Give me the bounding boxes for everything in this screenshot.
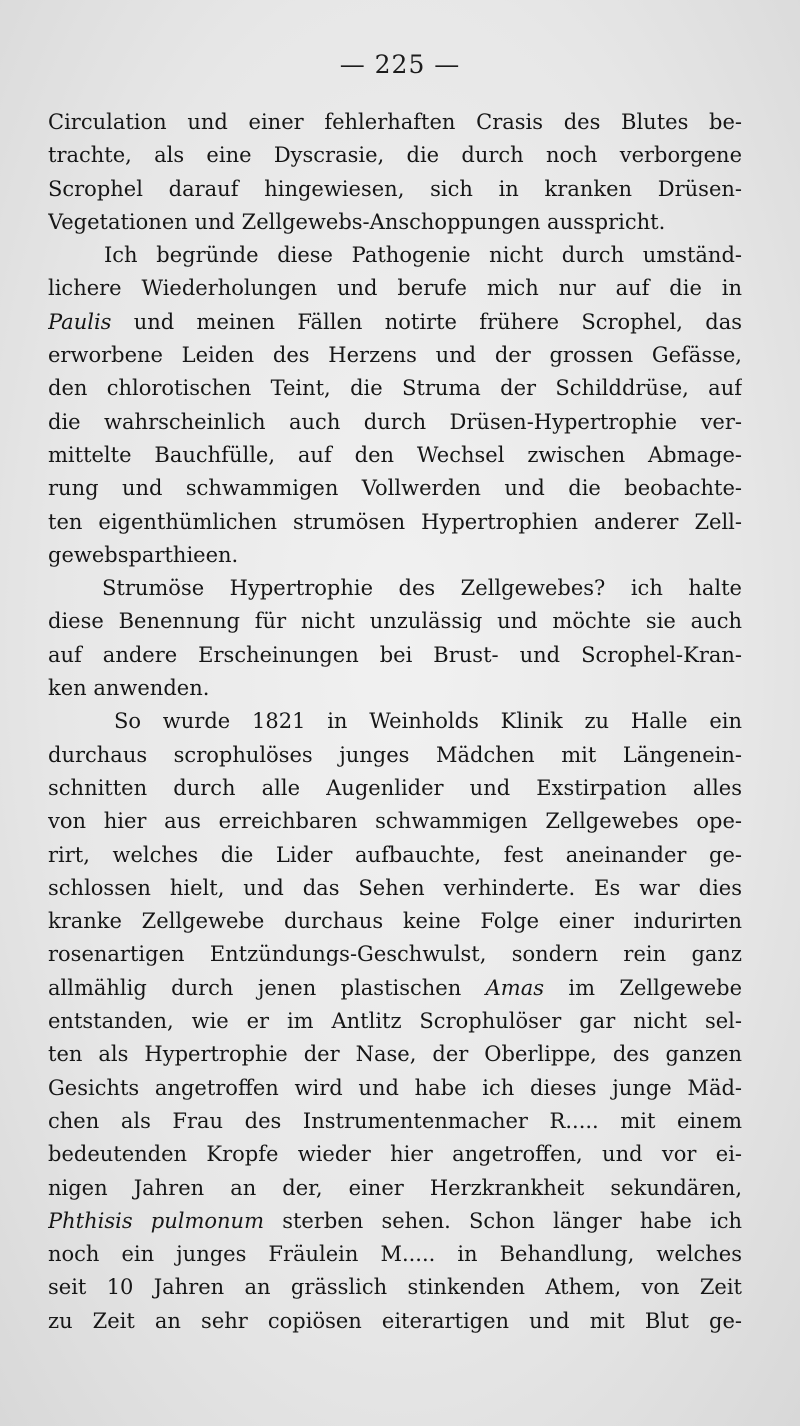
text-segment: diese Benennung für nicht unzulässig und möchte sie auch — [48, 609, 742, 634]
text-segment: zu Zeit an sehr copiösen eiterartigen und mit Blut ge- — [48, 1308, 742, 1333]
text-segment: auf andere Erscheinungen bei Brust- und Scrophel-Kran- — [48, 642, 742, 667]
text-line — [48, 639, 742, 672]
text-segment: den chlorotischen Teint, die Struma der Schilddrüse, auf — [48, 376, 742, 401]
text-segment: entstanden, wie er im Antlitz Scrophulöser gar nicht sel- — [48, 1009, 742, 1034]
text-line — [48, 1072, 742, 1105]
text-line — [48, 439, 742, 472]
text-segment: Strumöse Hypertrophie des Zellgewebes? ich halte — [102, 576, 742, 601]
text-segment: So wurde 1821 in Weinholds Klinik zu Halle ein — [114, 709, 742, 734]
text-segment: trachte, als eine Dyscrasie, die durch noch verborgene — [48, 143, 742, 168]
text-line — [48, 672, 742, 705]
text-line — [48, 173, 742, 206]
text-line — [48, 739, 742, 772]
text-segment: kranke Zellgewebe durchaus keine Folge einer indurirten — [48, 909, 742, 934]
text-segment: Circulation und einer fehlerhaften Crasis des Blutes be- — [48, 110, 742, 134]
text-segment: sterben sehen. Schon länger habe ich — [264, 1208, 742, 1233]
text-line — [48, 572, 742, 605]
italic-text-segment: Paulis — [48, 309, 112, 334]
text-segment: Ich begründe diese Pathogenie nicht durch umständ- — [104, 243, 742, 268]
italic-text-segment: Amas — [485, 975, 545, 1000]
body-text — [48, 106, 742, 1338]
text-segment: Gesichts angetroffen wird und habe ich dieses junge Mäd- — [48, 1075, 742, 1100]
text-segment: mittelte Bauchfülle, auf den Wechsel zwischen Abmage- — [48, 442, 742, 467]
text-line — [48, 139, 742, 172]
text-segment: ten eigenthümlichen strumösen Hypertrophien anderer Zell- — [48, 509, 742, 534]
text-segment: von hier aus erreichbaren schwammigen Zellgewebes ope- — [48, 809, 742, 834]
text-segment: im Zellgewebe — [544, 975, 742, 1000]
text-segment: rosenartigen Entzündungs-Geschwulst, sondern rein ganz — [48, 942, 742, 967]
text-line — [48, 1238, 742, 1271]
text-line — [48, 972, 742, 1005]
text-segment: chen als Frau des Instrumentenmacher R..... mit einem — [48, 1108, 742, 1133]
text-line — [48, 406, 742, 439]
text-line — [48, 506, 742, 539]
text-segment: schlossen hielt, und das Sehen verhinderte. Es war dies — [48, 875, 742, 900]
text-segment: seit 10 Jahren an grässlich stinkenden Athem, von Zeit — [48, 1275, 742, 1300]
text-line — [48, 472, 742, 505]
text-line — [48, 1205, 742, 1238]
text-segment: Vegetationen und Zellgewebs-Anschoppungen ausspricht. — [48, 209, 666, 234]
text-line — [48, 372, 742, 405]
text-line — [48, 705, 742, 738]
page-number-header: — 225 — — [339, 50, 461, 79]
text-segment: erworbene Leiden des Herzens und der grossen Gefässe, — [48, 343, 742, 368]
text-line — [48, 1305, 742, 1338]
text-line — [48, 839, 742, 872]
text-line — [48, 772, 742, 805]
text-line — [48, 239, 742, 272]
text-line — [48, 539, 742, 572]
text-segment: durchaus scrophulöses junges Mädchen mit Längenein- — [48, 742, 742, 767]
text-line — [48, 605, 742, 638]
text-segment: nigen Jahren an der, einer Herzkrankheit sekundären, — [48, 1175, 742, 1200]
text-line — [48, 106, 742, 139]
text-line — [48, 938, 742, 971]
text-segment: allmählig durch jenen plastischen — [48, 975, 486, 1000]
text-line — [48, 339, 742, 372]
text-line — [48, 872, 742, 905]
text-segment: und meinen Fällen notirte frühere Scrophel, das — [111, 309, 742, 334]
text-line — [48, 306, 742, 339]
text-segment: noch ein junges Fräulein M..... in Behandlung, welches — [48, 1242, 742, 1267]
text-segment: lichere Wiederholungen und berufe mich nur auf die in — [48, 276, 742, 301]
text-line — [48, 272, 742, 305]
text-segment: ten als Hypertrophie der Nase, der Oberlippe, des ganzen — [48, 1042, 742, 1067]
text-segment: ken anwenden. — [48, 676, 210, 701]
text-line — [48, 206, 742, 239]
text-segment: Scrophel darauf hingewiesen, sich in kranken Drüsen- — [48, 176, 742, 201]
text-line — [48, 905, 742, 938]
text-segment: gewebsparthieen. — [48, 542, 239, 567]
text-line — [48, 1038, 742, 1071]
text-line — [48, 805, 742, 838]
text-line — [48, 1271, 742, 1304]
text-line — [48, 1172, 742, 1205]
italic-text-segment: Phthisis pulmonum — [48, 1208, 264, 1233]
text-line — [48, 1005, 742, 1038]
text-segment: schnitten durch alle Augenlider und Exstirpation alles — [48, 775, 742, 800]
text-segment: bedeutenden Kropfe wieder hier angetroffen, und vor ei- — [48, 1142, 742, 1167]
text-segment: die wahrscheinlich auch durch Drüsen-Hypertrophie ver- — [48, 409, 742, 434]
text-segment: rung und schwammigen Vollwerden und die beobachte- — [48, 476, 742, 501]
text-line — [48, 1138, 742, 1171]
text-line — [48, 1105, 742, 1138]
text-segment: rirt, welches die Lider aufbauchte, fest aneinander ge- — [48, 842, 742, 867]
